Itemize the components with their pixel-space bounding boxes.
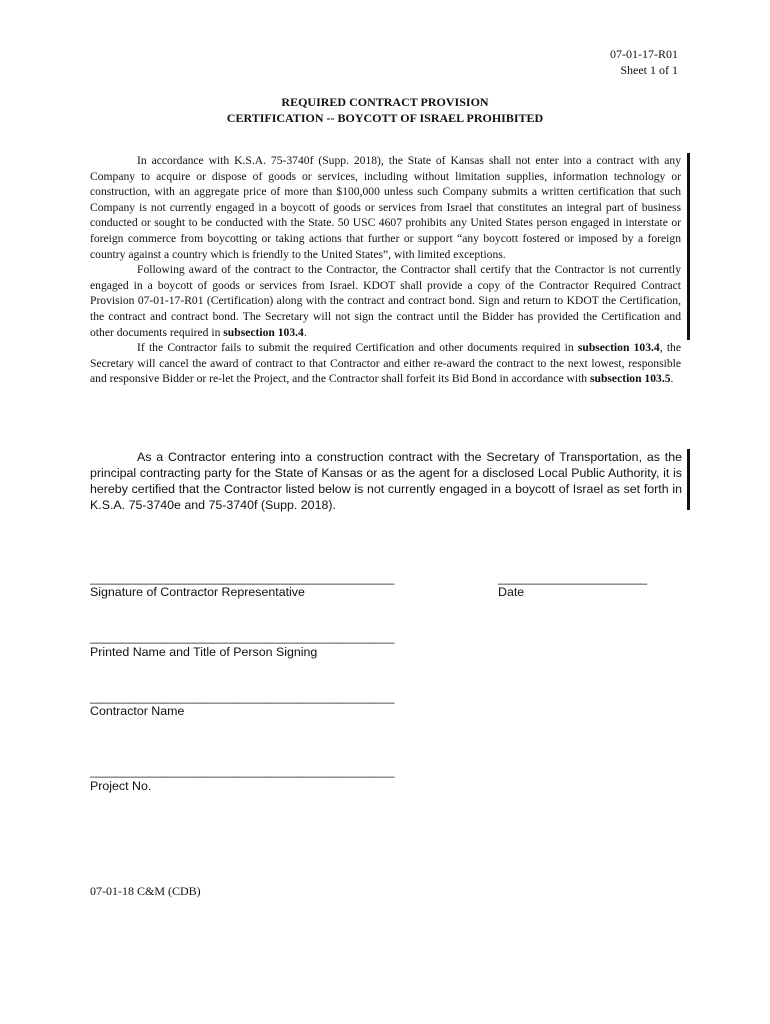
paragraph-2-text: Following award of the contract to the Contractor, the Contractor shall certify that the Contractor is not currently engaged in a boycott of goods or services from Israel. KDOT shall provide a copy of the Contractor Required Contract Provision 07-01-17-R01 (Certification) along with the contract and contract bond. Sign and return to KDOT the Certification, the contract and contract bond. The Secretary will not sign the contract until the Bidder has provided the Certification and other documents required in (90, 263, 681, 339)
printed-name-line[interactable]: _______________________________________________ (90, 630, 395, 644)
revision-bar (687, 449, 690, 510)
subsection-reference: subsection 103.4 (577, 341, 660, 355)
document-title (90, 94, 680, 126)
paragraph-3-text-2: , the Secretary will cancel the award of contract to that Contractor and either re-award the contract to the next lowest, responsible and responsive Bidder or re-let the Project, and the Contractor shall forfeit its Bid Bond in accordance with (90, 341, 681, 386)
document-id (610, 46, 678, 78)
subsection-reference: subsection 103.4 (223, 325, 304, 339)
signature-label: Signature of Contractor Representative (90, 585, 305, 599)
project-no-label: Project No. (90, 779, 152, 793)
printed-name-label: Printed Name and Title of Person Signing (90, 645, 318, 659)
paragraph-2 (90, 262, 681, 340)
title-line-1: REQUIRED CONTRACT PROVISION (281, 95, 489, 109)
signature-line[interactable]: _______________________________________________ (90, 571, 395, 585)
paragraph-2-end: . (303, 325, 307, 339)
paragraph-3-text-1: If the Contractor fails to submit the required Certification and other documents required in (137, 341, 578, 355)
paragraph-1: In accordance with K.S.A. 75-3740f (Supp. 2018), the State of Kansas shall not enter into a contract with any Company to acquire or dispose of goods or services, including without limitation supplies, information technology or construction, with an aggregate price of more than $100,000 unless such Company submits a written certification that such Company is not currently engaged in a boycott of goods or services from Israel that constitutes an integral part of business conducted or sought to be conducted with the State. 50 USC 4607 prohibits any United States person engaged in interstate or foreign commerce from boycotting or taking actions that further or support “any boycott fostered or imposed by a foreign country against a country which is friendly to the United States”, with limited exceptions. (90, 154, 681, 261)
paragraph-3 (90, 340, 681, 387)
subsection-reference: subsection 103.5 (590, 372, 671, 386)
date-label: Date (498, 585, 525, 599)
project-no-line[interactable]: _______________________________________________ (90, 764, 395, 778)
provision-body (90, 153, 681, 387)
date-line[interactable]: _______________________ (498, 571, 647, 585)
certification-statement: As a Contractor entering into a construction contract with the Secretary of Transportation, as the principal contracting party for the State of Kansas or as the agent for a disclosed Local Public Authority, it is hereby certified that the Contractor listed below is not currently engaged in a boycott of Israel as set forth in K.S.A. 75-3740e and 75-3740f (Supp. 2018). (90, 450, 682, 512)
title-line-2: CERTIFICATION -- BOYCOTT OF ISRAEL PROHIBITED (226, 111, 544, 125)
sheet-number: Sheet 1 of 1 (620, 63, 678, 77)
footer-code: 07-01-18 C&M (CDB) (90, 884, 201, 898)
paragraph-3-end: . (670, 372, 674, 386)
revision-bar (687, 153, 690, 340)
contractor-name-line[interactable]: _______________________________________________ (90, 690, 395, 704)
contractor-name-label: Contractor Name (90, 704, 185, 718)
doc-number: 07-01-17-R01 (610, 47, 678, 61)
